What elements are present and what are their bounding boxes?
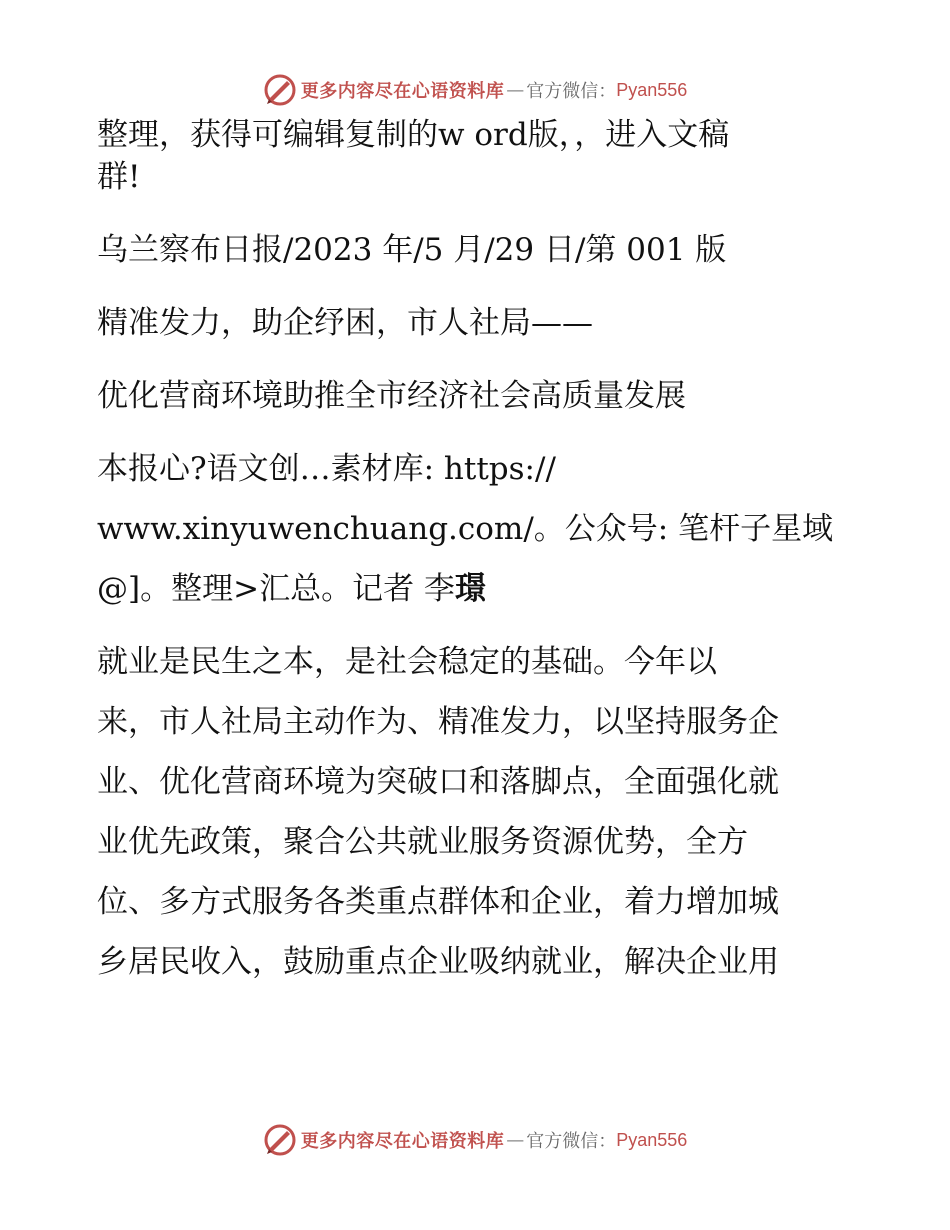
body-paragraph [97, 644, 852, 980]
byline-prefix: @]。整理>汇总。记者 李 [97, 571, 455, 607]
banner-text: 更多内容尽在心语资料库 [300, 1131, 505, 1152]
banner-separator: — [506, 79, 525, 101]
pen-logo-icon [263, 73, 297, 107]
pen-logo-icon [263, 1123, 297, 1157]
body-line: 乡居民收入，鼓励重点企业吸纳就业，解决企业用 [97, 944, 779, 980]
banner-label: 官方微信： [526, 1131, 617, 1152]
body-line: 位、多方式服务各类重点群体和企业，着力增加城 [97, 884, 779, 920]
footer-banner [0, 1120, 950, 1160]
body-line: 业优先政策，聚合公共就业服务资源优势，全方 [97, 824, 748, 860]
subheadline: 优化营商环境助推全市经济社会高质量发展 [97, 378, 686, 414]
body-line: 业、优化营商环境为突破口和落脚点，全面强化就 [97, 764, 779, 800]
intro-line: 群! [97, 159, 141, 195]
source-line: 乌兰察布日报/2023 年/5 月/29 日/第 001 版 [97, 232, 727, 268]
banner-wechat-id: Pyan556 [616, 1129, 688, 1150]
banner-label: 官方微信： [526, 81, 617, 102]
byline-line: 本报心?语文创…素材库: https:// [97, 451, 556, 487]
intro-paragraph [97, 117, 852, 195]
byline-line [97, 571, 852, 607]
byline-paragraph [97, 451, 852, 607]
banner-separator: — [506, 1129, 525, 1151]
document-body [97, 117, 852, 980]
header-banner [0, 70, 950, 110]
banner-text: 更多内容尽在心语资料库 [300, 81, 505, 102]
body-line: 就业是民生之本，是社会稳定的基础。今年以 [97, 644, 717, 680]
intro-line: 整理，获得可编辑复制的w ord版，，进入文稿 [97, 117, 730, 153]
headline: 精准发力，助企纾困，市人社局—— [97, 305, 593, 341]
body-line: 来，市人社局主动作为、精准发力，以坚持服务企 [97, 704, 779, 740]
banner-wechat-id: Pyan556 [616, 79, 688, 100]
author-name: 璟 [454, 571, 486, 607]
byline-line: www.xinyuwenchuang.com/。公众号: 笔杆子星域 [97, 511, 834, 547]
